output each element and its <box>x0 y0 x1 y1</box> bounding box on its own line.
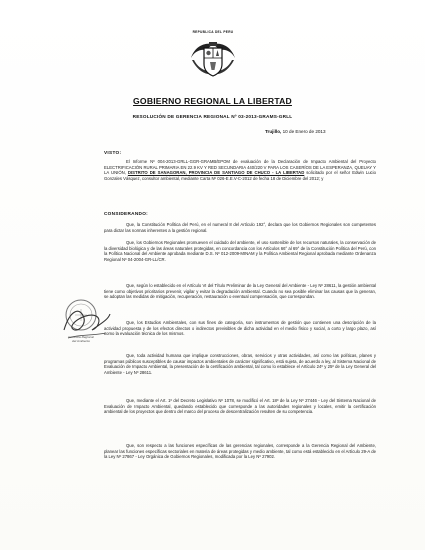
stamp-line-2: del Ambiente <box>72 338 90 343</box>
handwritten-signature-icon <box>58 300 114 346</box>
visto-heading: VISTO: <box>104 150 122 155</box>
considerando-paragraph-4: Que, los Estudios Ambientales, con sus fines de categoría, son instrumentos de gestión que contienen una descripción de la actividad propuesta y de los efectos directos o indirectos previsibles de dicha actividad en el medio físico y social, a corto y largo plazo, así como la evaluación técnica de los mismos. <box>104 320 376 337</box>
considerando-paragraph-2: Que, los Gobiernos Regionales promueven el cuidado del ambiente, el uso sostenible de los recursos naturales, la conservación de la diversidad biológica y de las áreas naturales protegidas, en concordancia con los Artículos 66° al 69° de la Constitución Política del Perú, con la Política Nacional del Ambiente aprobada mediante D.S. Nº 012-2009-MINAM y la Política Ambiental Regional aprobada mediante Ordenanza Regional Nº 04-2004-GR-LL/CR. <box>104 240 376 262</box>
resolution-number: RESOLUCIÓN DE GERENCIA REGIONAL Nº 03-2013-GRAMS-GRLL <box>132 114 293 119</box>
date-value: 10 de Enero de 2013 <box>282 129 326 134</box>
considerando-paragraph-5: Que, toda actividad humana que implique construcciones, obras, servicios y otras actividades, así como las políticas, planes y programas públicos susceptibles de causar impactos ambientales de carácter significativo, está sujeta, de acuerdo a ley, al Sistema Nacional de Evaluación de Impacto Ambiental, la presentación de la certificación ambiental, tal como lo establece el Artículo 24º y 25º de la Ley General del Ambiente - Ley Nº 28611. <box>104 353 376 375</box>
considerando-paragraph-1: Que, la Constitución Política del Perú, en el numeral 8 del Artículo 192°, declara que los Gobiernos Regionales son competentes para dictar las normas inherentes a la gestión regional. <box>104 222 376 233</box>
visto-paragraph <box>104 159 376 181</box>
peru-coat-of-arms-icon <box>188 38 238 80</box>
considerando-heading: CONSIDERANDO: <box>104 211 149 216</box>
date-line <box>265 129 375 134</box>
date-city: Trujillo, <box>265 129 282 134</box>
government-title: GOBIERNO REGIONAL LA LIBERTAD <box>133 96 292 106</box>
considerando-paragraph-6: Que, mediante el Art. 1º del Decreto Legislativo Nº 1078, se modificó el Art. 18º de la Ley Nº 27446 - Ley del Sistema Nacional de Evaluación de Impacto Ambiental, quedando establecido que corresponde a las autoridades regionales y locales, emitir la certificación ambiental de los proyectos que dentro del marco del proceso de descentralización resulten de su competencia. <box>104 398 376 415</box>
stamp-line-1: Gerencia Regional <box>68 335 94 339</box>
seal-caption: REPUBLICA DEL PERU <box>192 30 234 34</box>
visto-text-after: solicitado por el señor Edwin Lucio Gonzales Vásquez, consultor ambiental, mediante Carta Nº 026-E.E.V-C-2012 de fecha 18 de Diciembre del 2012; y <box>104 170 376 181</box>
considerando-paragraph-3: Que, según lo establecido en el Artículo VI del Título Preliminar de la Ley General del Ambiente - Ley Nº 28611, la gestión ambiental tiene como objetivos prioritarios prevenir, vigilar y evitar la degradación ambiental. Cuando no sea posible eliminar las causas que la generan, se adoptan las medidas de mitigación, recuperación, restauración o eventual compensación, que correspondan. <box>104 283 376 300</box>
considerando-paragraph-7: Que, son respecto a las funciones específicas de las gerencias regionales, corresponde a la Gerencia Regional del Ambiente, planear las funciones específicas sectoriales en materia de áreas protegidas y medio ambiente, tal como está establecido en el Artículo 29-A de la Ley Nº 27867 - Ley Orgánica de Gobiernos Regionales, modificada por la Ley Nº 27902. <box>104 443 376 460</box>
visto-text-underlined: DISTRITO DE SANAGORAN, PROVINCIA DE SANTIAGO DE CHUCO - LA LIBERTAD <box>127 170 305 176</box>
visto-text-before: El Informe Nº 004-2013-GRLL-GGR-GRAMB/EPOM de evaluación de la Declaración de Impacto Ambiental del Proyecto ELECTRIFICACIÓN RURAL PRIMARIA EN 22.9 KV Y RED SECUNDARIA 440/220 V PARA LOS CASERÍOS DE LA ESPERANZA, QUEUAY Y LA UNIÓN, <box>104 159 376 176</box>
